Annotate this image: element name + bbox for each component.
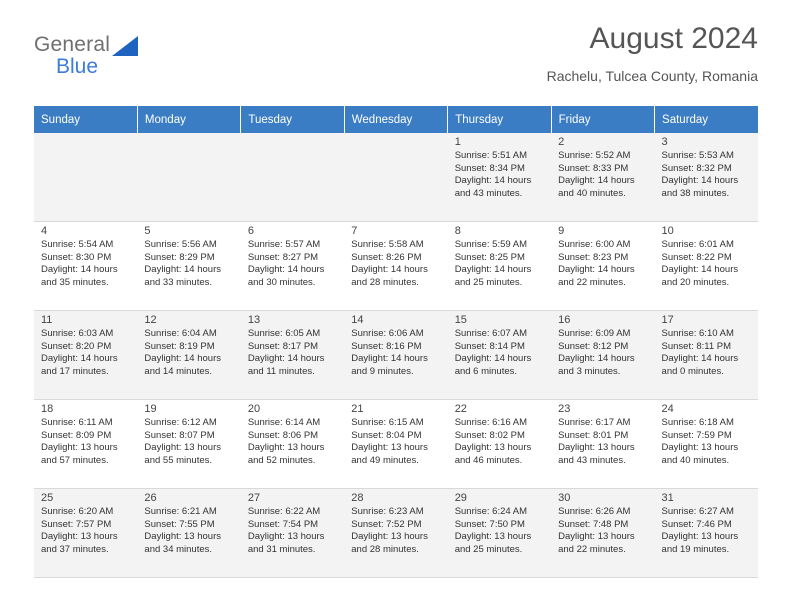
day-daylight2-text: and 11 minutes. <box>247 365 315 377</box>
day-sunrise-text: Sunrise: 6:22 AM <box>247 506 321 518</box>
day-sunset-text: Sunset: 8:02 PM <box>454 429 525 441</box>
calendar-day-cell[interactable] <box>448 222 551 311</box>
day-daylight2-text: and 19 minutes. <box>661 543 730 555</box>
calendar-table <box>34 106 758 578</box>
day-number: 16 <box>558 314 571 326</box>
day-sunrise-text: Sunrise: 6:10 AM <box>661 328 734 340</box>
day-daylight2-text: and 17 minutes. <box>41 365 109 377</box>
day-sunrise-text: Sunrise: 5:51 AM <box>454 150 528 162</box>
day-number: 13 <box>247 314 261 326</box>
day-sunrise-text: Sunrise: 6:21 AM <box>144 506 217 518</box>
day-sunset-text: Sunset: 7:55 PM <box>144 518 215 530</box>
day-daylight2-text: and 34 minutes. <box>144 543 213 555</box>
day-number: 12 <box>144 314 157 326</box>
day-daylight2-text: and 9 minutes. <box>351 365 414 377</box>
day-daylight2-text: and 55 minutes. <box>144 454 213 466</box>
day-sunset-text: Sunset: 8:32 PM <box>661 162 732 174</box>
calendar-day-cell[interactable] <box>448 311 551 400</box>
day-sunset-text: Sunset: 8:34 PM <box>454 162 525 174</box>
day-sunset-text: Sunset: 8:22 PM <box>661 251 732 263</box>
day-daylight2-text: and 49 minutes. <box>351 454 419 466</box>
day-daylight1-text: Daylight: 14 hours <box>247 353 325 365</box>
day-sunrise-text: Sunrise: 6:03 AM <box>41 328 114 340</box>
calendar-week-row <box>34 489 758 578</box>
day-daylight1-text: Daylight: 14 hours <box>558 264 635 276</box>
day-sunrise-text: Sunrise: 5:58 AM <box>351 239 424 251</box>
calendar-day-cell[interactable] <box>34 311 137 400</box>
calendar-day-cell[interactable] <box>448 400 551 489</box>
day-daylight1-text: Daylight: 14 hours <box>144 264 221 276</box>
day-sunrise-text: Sunrise: 6:12 AM <box>144 417 217 429</box>
day-daylight1-text: Daylight: 14 hours <box>454 264 532 276</box>
day-number: 7 <box>351 225 358 237</box>
day-sunset-text: Sunset: 7:46 PM <box>661 518 732 530</box>
day-sunset-text: Sunset: 8:20 PM <box>41 340 112 352</box>
day-daylight1-text: Daylight: 13 hours <box>247 531 325 543</box>
day-number: 21 <box>351 403 364 415</box>
day-daylight1-text: Daylight: 14 hours <box>558 175 635 187</box>
day-daylight2-text: and 25 minutes. <box>454 543 523 555</box>
day-sunset-text: Sunset: 8:06 PM <box>247 429 319 441</box>
title-block <box>547 22 758 84</box>
day-number: 31 <box>661 492 674 504</box>
day-sunset-text: Sunset: 8:33 PM <box>558 162 629 174</box>
calendar-day-cell[interactable] <box>34 222 137 311</box>
day-daylight1-text: Daylight: 14 hours <box>558 353 635 365</box>
day-sunset-text: Sunset: 8:29 PM <box>144 251 215 263</box>
calendar-day-cell[interactable] <box>551 222 654 311</box>
calendar-day-cell[interactable] <box>448 133 551 222</box>
day-daylight1-text: Daylight: 13 hours <box>247 442 325 454</box>
day-number: 19 <box>144 403 157 415</box>
day-daylight2-text: and 43 minutes. <box>454 187 523 199</box>
day-sunset-text: Sunset: 8:09 PM <box>41 429 112 441</box>
calendar-day-cell[interactable] <box>551 489 654 578</box>
day-daylight2-text: and 30 minutes. <box>247 276 316 288</box>
day-sunrise-text: Sunrise: 6:23 AM <box>351 506 424 518</box>
day-sunset-text: Sunset: 8:25 PM <box>454 251 525 263</box>
day-sunset-text: Sunset: 8:11 PM <box>661 340 732 352</box>
day-number: 8 <box>454 225 461 237</box>
day-daylight2-text: and 28 minutes. <box>351 543 419 555</box>
calendar-week-row <box>34 400 758 489</box>
day-daylight1-text: Daylight: 14 hours <box>454 353 532 365</box>
calendar-day-cell[interactable] <box>655 400 758 489</box>
day-number: 14 <box>351 314 364 326</box>
calendar-day-cell[interactable] <box>137 311 240 400</box>
day-number: 15 <box>454 314 467 326</box>
day-sunset-text: Sunset: 7:52 PM <box>351 518 422 530</box>
day-sunrise-text: Sunrise: 6:18 AM <box>661 417 734 429</box>
day-sunrise-text: Sunrise: 6:04 AM <box>144 328 217 340</box>
day-sunset-text: Sunset: 7:57 PM <box>41 518 112 530</box>
day-daylight1-text: Daylight: 14 hours <box>41 264 118 276</box>
calendar-day-cell[interactable] <box>551 400 654 489</box>
calendar-day-cell[interactable] <box>344 400 447 489</box>
day-daylight2-text: and 28 minutes. <box>351 276 419 288</box>
weekday-header-wednesday: Wednesday <box>344 106 447 133</box>
calendar-cell-empty <box>241 133 344 222</box>
day-sunrise-text: Sunrise: 6:24 AM <box>454 506 528 518</box>
day-daylight2-text: and 22 minutes. <box>558 276 626 288</box>
day-number: 11 <box>41 314 53 326</box>
day-sunset-text: Sunset: 8:26 PM <box>351 251 422 263</box>
day-daylight2-text: and 52 minutes. <box>247 454 316 466</box>
calendar-day-cell[interactable] <box>655 311 758 400</box>
day-daylight1-text: Daylight: 14 hours <box>144 353 221 365</box>
location-subtitle: Rachelu, Tulcea County, Romania <box>546 68 758 84</box>
page-header <box>34 22 758 94</box>
day-daylight1-text: Daylight: 14 hours <box>351 353 428 365</box>
day-sunset-text: Sunset: 8:01 PM <box>558 429 629 441</box>
calendar-day-cell[interactable] <box>241 222 344 311</box>
day-sunset-text: Sunset: 8:04 PM <box>351 429 422 441</box>
day-daylight2-text: and 14 minutes. <box>144 365 213 377</box>
day-daylight1-text: Daylight: 14 hours <box>247 264 325 276</box>
day-sunset-text: Sunset: 8:27 PM <box>247 251 319 263</box>
calendar-cell-empty <box>34 133 137 222</box>
day-sunrise-text: Sunrise: 6:20 AM <box>41 506 114 518</box>
day-daylight1-text: Daylight: 13 hours <box>661 442 739 454</box>
day-sunrise-text: Sunrise: 5:56 AM <box>144 239 217 251</box>
day-number: 18 <box>41 403 54 415</box>
day-daylight1-text: Daylight: 13 hours <box>351 442 428 454</box>
day-sunset-text: Sunset: 8:19 PM <box>144 340 215 352</box>
day-sunrise-text: Sunrise: 5:53 AM <box>661 150 734 162</box>
day-daylight1-text: Daylight: 13 hours <box>454 442 532 454</box>
day-sunset-text: Sunset: 8:16 PM <box>351 340 422 352</box>
day-daylight1-text: Daylight: 14 hours <box>661 264 739 276</box>
day-daylight1-text: Daylight: 13 hours <box>558 531 635 543</box>
day-daylight2-text: and 57 minutes. <box>41 454 109 466</box>
day-sunset-text: Sunset: 8:12 PM <box>558 340 629 352</box>
calendar-day-cell[interactable] <box>137 489 240 578</box>
calendar-day-cell[interactable] <box>344 222 447 311</box>
day-sunset-text: Sunset: 8:14 PM <box>454 340 525 352</box>
day-sunset-text: Sunset: 8:23 PM <box>558 251 629 263</box>
calendar-day-cell[interactable] <box>241 489 344 578</box>
weekday-header-row <box>34 106 758 133</box>
day-daylight1-text: Daylight: 14 hours <box>41 353 118 365</box>
day-sunrise-text: Sunrise: 6:00 AM <box>558 239 631 251</box>
day-sunrise-text: Sunrise: 6:01 AM <box>661 239 734 251</box>
generalblue-logo <box>34 22 154 78</box>
day-daylight1-text: Daylight: 14 hours <box>661 175 739 187</box>
day-daylight2-text: and 0 minutes. <box>661 365 724 377</box>
calendar-day-cell[interactable] <box>551 133 654 222</box>
day-number: 5 <box>144 225 151 237</box>
calendar-day-cell[interactable] <box>448 489 551 578</box>
day-daylight2-text: and 40 minutes. <box>661 454 730 466</box>
day-daylight2-text: and 22 minutes. <box>558 543 626 555</box>
day-daylight1-text: Daylight: 13 hours <box>41 442 118 454</box>
calendar-day-cell[interactable] <box>344 489 447 578</box>
calendar-body <box>34 133 758 578</box>
day-sunrise-text: Sunrise: 5:54 AM <box>41 239 114 251</box>
day-number: 27 <box>247 492 261 504</box>
day-daylight1-text: Daylight: 14 hours <box>661 353 739 365</box>
day-daylight1-text: Daylight: 13 hours <box>144 442 221 454</box>
day-sunrise-text: Sunrise: 6:06 AM <box>351 328 424 340</box>
day-daylight2-text: and 33 minutes. <box>144 276 213 288</box>
day-number: 20 <box>247 403 261 415</box>
day-sunrise-text: Sunrise: 6:14 AM <box>247 417 321 429</box>
day-sunset-text: Sunset: 7:59 PM <box>661 429 732 441</box>
day-sunset-text: Sunset: 7:50 PM <box>454 518 525 530</box>
calendar-week-row <box>34 311 758 400</box>
day-daylight2-text: and 3 minutes. <box>558 365 621 377</box>
day-daylight1-text: Daylight: 13 hours <box>351 531 428 543</box>
day-number: 6 <box>247 225 254 237</box>
day-number: 2 <box>558 136 565 148</box>
calendar-day-cell[interactable] <box>655 222 758 311</box>
weekday-header-sunday: Sunday <box>34 106 137 133</box>
day-daylight2-text: and 25 minutes. <box>454 276 523 288</box>
day-sunrise-text: Sunrise: 6:27 AM <box>661 506 734 518</box>
calendar-week-row <box>34 133 758 222</box>
day-number: 23 <box>558 403 571 415</box>
weekday-header-tuesday: Tuesday <box>241 106 344 133</box>
day-sunrise-text: Sunrise: 6:17 AM <box>558 417 631 429</box>
day-number: 9 <box>558 225 565 237</box>
day-sunset-text: Sunset: 8:07 PM <box>144 429 215 441</box>
day-sunrise-text: Sunrise: 6:26 AM <box>558 506 631 518</box>
day-number: 26 <box>144 492 157 504</box>
weekday-header-friday: Friday <box>551 106 654 133</box>
day-daylight1-text: Daylight: 13 hours <box>558 442 635 454</box>
day-sunrise-text: Sunrise: 5:59 AM <box>454 239 528 251</box>
day-daylight2-text: and 43 minutes. <box>558 454 626 466</box>
day-daylight1-text: Daylight: 13 hours <box>661 531 739 543</box>
day-number: 10 <box>661 225 674 237</box>
day-number: 24 <box>661 403 674 415</box>
day-sunrise-text: Sunrise: 6:16 AM <box>454 417 528 429</box>
day-sunrise-text: Sunrise: 5:52 AM <box>558 150 631 162</box>
day-daylight2-text: and 38 minutes. <box>661 187 730 199</box>
logo-triangle-icon <box>112 36 138 56</box>
day-daylight2-text: and 6 minutes. <box>454 365 518 377</box>
day-sunrise-text: Sunrise: 6:11 AM <box>41 417 113 429</box>
day-number: 3 <box>661 136 668 148</box>
calendar-week-row <box>34 222 758 311</box>
day-daylight2-text: and 35 minutes. <box>41 276 109 288</box>
calendar-day-cell[interactable] <box>241 311 344 400</box>
day-sunset-text: Sunset: 8:17 PM <box>247 340 319 352</box>
weekday-header-monday: Monday <box>137 106 240 133</box>
day-sunrise-text: Sunrise: 6:05 AM <box>247 328 321 340</box>
day-sunrise-text: Sunrise: 6:15 AM <box>351 417 424 429</box>
day-sunrise-text: Sunrise: 5:57 AM <box>247 239 321 251</box>
day-daylight1-text: Daylight: 14 hours <box>351 264 428 276</box>
day-number: 1 <box>454 136 461 148</box>
calendar-cell-empty <box>344 133 447 222</box>
calendar-day-cell[interactable] <box>241 400 344 489</box>
logo-text-blue: Blue <box>56 55 99 78</box>
day-daylight2-text: and 37 minutes. <box>41 543 109 555</box>
logo-text-general: General <box>34 33 111 56</box>
day-daylight1-text: Daylight: 13 hours <box>41 531 118 543</box>
day-sunrise-text: Sunrise: 6:07 AM <box>454 328 528 340</box>
calendar-day-cell[interactable] <box>34 489 137 578</box>
day-daylight2-text: and 46 minutes. <box>454 454 523 466</box>
day-daylight2-text: and 31 minutes. <box>247 543 316 555</box>
page-title: August 2024 <box>589 22 758 55</box>
day-number: 22 <box>454 403 467 415</box>
day-sunset-text: Sunset: 7:48 PM <box>558 518 629 530</box>
calendar-day-cell[interactable] <box>34 400 137 489</box>
calendar-cell-empty <box>137 133 240 222</box>
day-daylight1-text: Daylight: 13 hours <box>144 531 221 543</box>
calendar-day-cell[interactable] <box>655 489 758 578</box>
day-daylight1-text: Daylight: 14 hours <box>454 175 532 187</box>
weekday-header-thursday: Thursday <box>448 106 551 133</box>
day-number: 28 <box>351 492 364 504</box>
calendar-day-cell[interactable] <box>344 311 447 400</box>
day-number: 4 <box>41 225 48 237</box>
day-number: 25 <box>41 492 54 504</box>
day-sunset-text: Sunset: 7:54 PM <box>247 518 319 530</box>
calendar-day-cell[interactable] <box>655 133 758 222</box>
day-number: 29 <box>454 492 467 504</box>
calendar-day-cell[interactable] <box>137 222 240 311</box>
day-sunrise-text: Sunrise: 6:09 AM <box>558 328 631 340</box>
calendar-day-cell[interactable] <box>551 311 654 400</box>
day-sunset-text: Sunset: 8:30 PM <box>41 251 112 263</box>
day-number: 17 <box>661 314 674 326</box>
day-daylight2-text: and 20 minutes. <box>661 276 730 288</box>
day-daylight2-text: and 40 minutes. <box>558 187 626 199</box>
calendar-day-cell[interactable] <box>137 400 240 489</box>
day-daylight1-text: Daylight: 13 hours <box>454 531 532 543</box>
weekday-header-saturday: Saturday <box>655 106 758 133</box>
day-number: 30 <box>558 492 571 504</box>
